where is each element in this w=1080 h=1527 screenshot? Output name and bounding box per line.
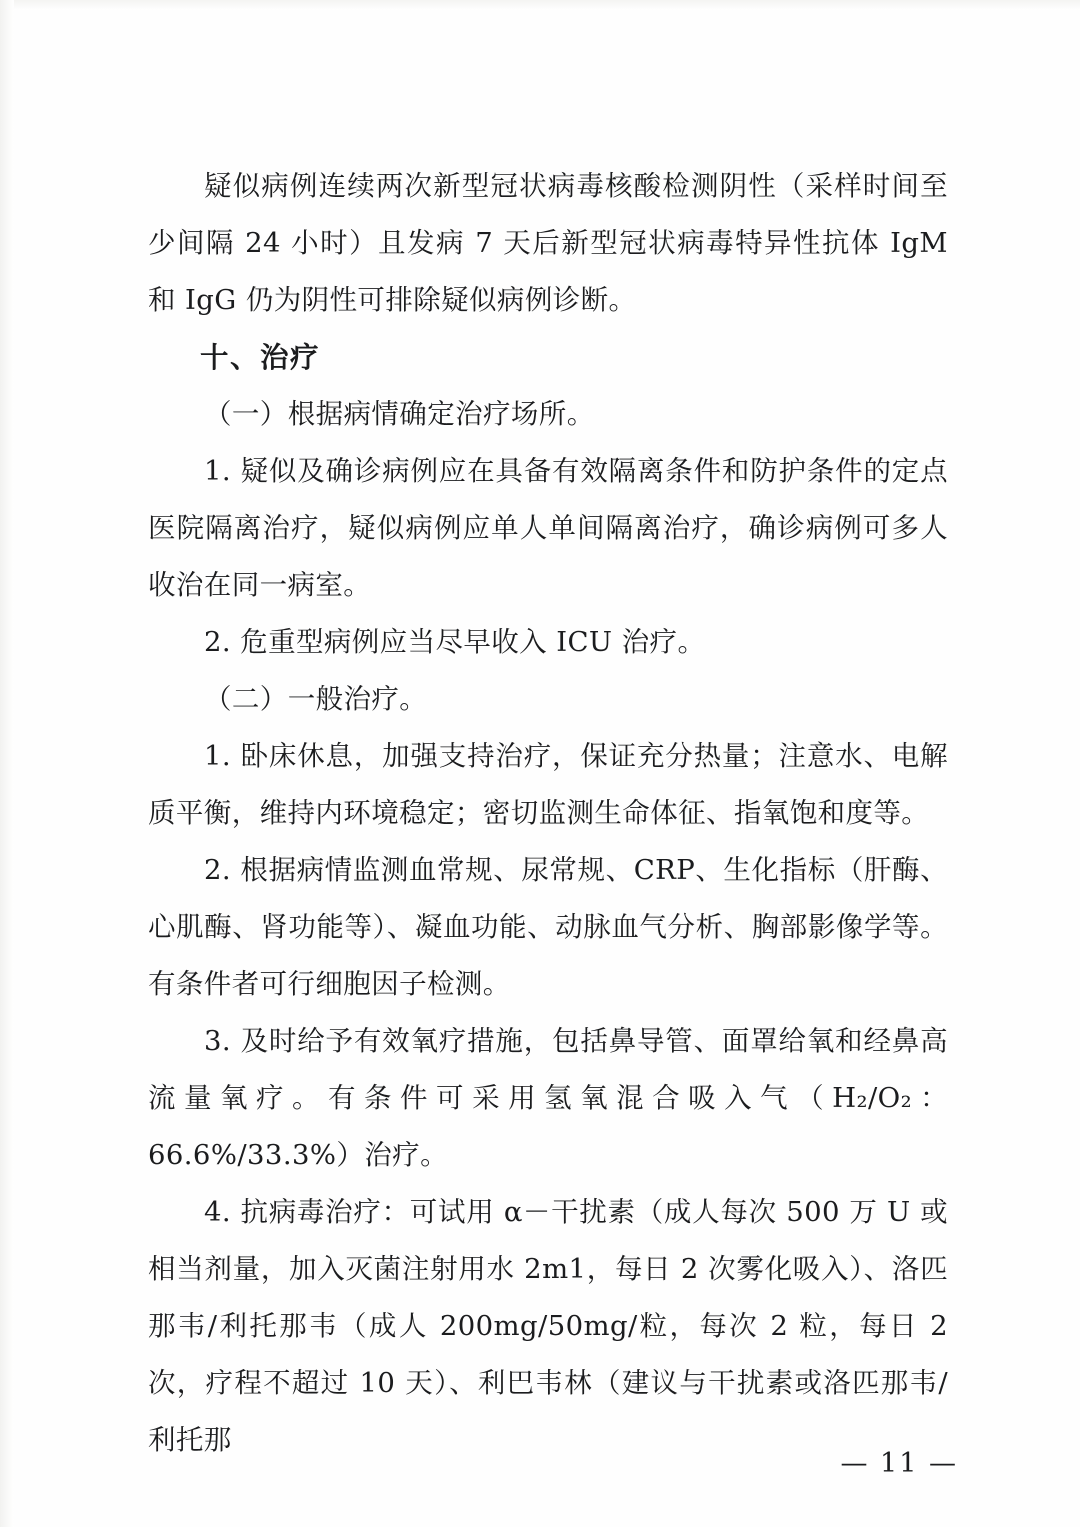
section-heading-treatment: 十、治疗 — [200, 340, 321, 374]
scan-edge-top — [0, 0, 1080, 10]
paragraph-subsection-one: （一）根据病情确定治疗场所。 — [204, 398, 595, 430]
paragraph-subsection-two: （二）一般治疗。 — [204, 683, 428, 715]
page-number: — 11 — — [840, 1448, 958, 1479]
paragraph-item-3-oxygen-therapy: 3. 及时给予有效氧疗措施，包括鼻导管、面罩给氧和经鼻高流量氧疗。有条件可采用氢氧混合吸入气（H₂/O₂：66.6%/33.3%）治疗。 — [148, 1025, 948, 1171]
paragraph-item-1-bed-rest: 1. 卧床休息，加强支持治疗，保证充分热量；注意水、电解质平衡，维持内环境稳定；密切监测生命体征、指氧饱和度等。 — [148, 740, 948, 829]
paragraph-item-4-antiviral: 4. 抗病毒治疗：可试用 α－干扰素（成人每次 500 万 U 或相当剂量，加入灭菌注射用水 2m1，每日 2 次雾化吸入）、洛匹那韦/利托那韦（成人 200mg/50mg/粒，每次 2 粒，每日 2 次，疗程不超过 10 天）、利巴韦林（建议与干扰素或洛匹那韦/利托那 — [148, 1196, 948, 1456]
paragraph-exclusion-criteria: 疑似病例连续两次新型冠状病毒核酸检测阴性（采样时间至少间隔 24 小时）且发病 7 天后新型冠状病毒特异性抗体 IgM 和 IgG 仍为阴性可排除疑似病例诊断。 — [148, 170, 948, 316]
paragraph-item-1-isolation: 1. 疑似及确诊病例应在具备有效隔离条件和防护条件的定点医院隔离治疗，疑似病例应单人单间隔离治疗，确诊病例可多人收治在同一病室。 — [148, 455, 948, 601]
paragraph-item-2-icu: 2. 危重型病例应当尽早收入 ICU 治疗。 — [204, 626, 706, 658]
paragraph-item-2-monitoring: 2. 根据病情监测血常规、尿常规、CRP、生化指标（肝酶、心肌酶、肾功能等）、凝血功能、动脉血气分析、胸部影像学等。有条件者可行细胞因子检测。 — [148, 854, 948, 1000]
scan-edge-left — [0, 0, 14, 1527]
document-body — [148, 158, 948, 1469]
